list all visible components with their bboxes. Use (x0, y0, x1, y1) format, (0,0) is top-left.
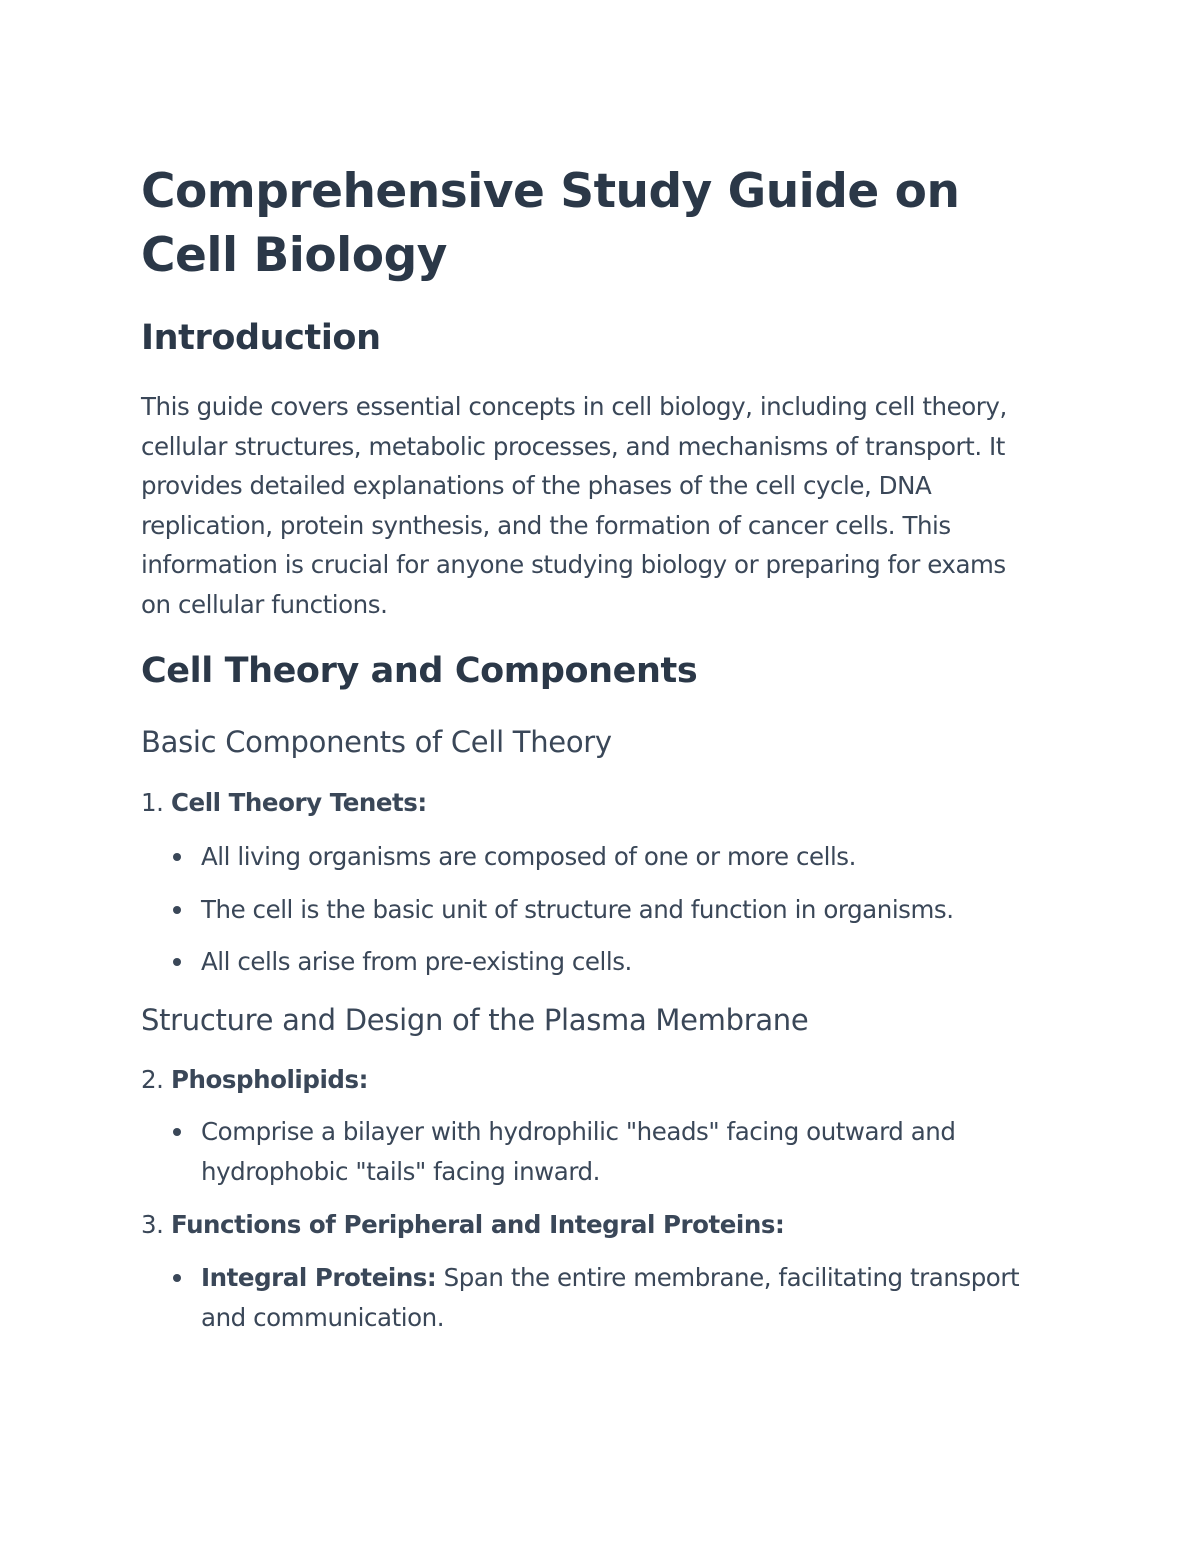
numbered-item-3 (141, 1208, 784, 1242)
bullet-text: All living organisms are composed of one or more cells. (201, 842, 856, 871)
list-item (171, 890, 1031, 930)
proteins-bullets (171, 1258, 1031, 1337)
phospholipids-bullets (171, 1112, 1031, 1191)
bullet-icon (173, 1128, 181, 1136)
item-number: 3. (141, 1210, 164, 1239)
bullet-text: Comprise a bilayer with hydrophilic "heads" facing outward and hydrophobic "tails" facing inward. (201, 1117, 956, 1186)
list-item (171, 1258, 1031, 1337)
list-item (171, 837, 1031, 877)
bullet-icon (173, 1274, 181, 1282)
bullet-text: Span the entire membrane, facilitating transport and communication. (201, 1263, 1020, 1332)
item-number: 2. (141, 1065, 164, 1094)
item-number: 1. (141, 788, 164, 817)
cell-theory-heading: Cell Theory and Components (141, 651, 698, 691)
basic-components-heading: Basic Components of Cell Theory (141, 725, 612, 759)
bullet-text: All cells arise from pre-existing cells. (201, 947, 632, 976)
cell-theory-bullets (171, 837, 1031, 982)
item-label: Functions of Peripheral and Integral Proteins: (171, 1210, 785, 1239)
item-label: Phospholipids: (171, 1065, 368, 1094)
bullet-text: The cell is the basic unit of structure and function in organisms. (201, 894, 954, 924)
bullet-icon (173, 853, 181, 861)
numbered-item-1 (141, 786, 427, 820)
list-item (171, 1112, 1031, 1191)
numbered-item-2 (141, 1063, 368, 1097)
introduction-heading: Introduction (141, 318, 381, 358)
bullet-term: Integral Proteins: (201, 1263, 437, 1292)
bullet-icon (173, 958, 181, 966)
bullet-icon (173, 906, 181, 914)
list-item (171, 942, 1031, 982)
item-label: Cell Theory Tenets: (171, 788, 427, 817)
plasma-membrane-heading: Structure and Design of the Plasma Membrane (141, 1003, 809, 1037)
document-title: Comprehensive Study Guide on Cell Biology (141, 164, 960, 283)
introduction-paragraph: This guide covers essential concepts in cell biology, including cell theory, cellular structures, metabolic processes, and mechanisms of transport. It provides detailed explanations of the phases of the cell cycle, DNA replication, protein synthesis, and the formation of cancer cells. This information is crucial for anyone studying biology or preparing for exams on cellular functions. (141, 392, 1007, 619)
